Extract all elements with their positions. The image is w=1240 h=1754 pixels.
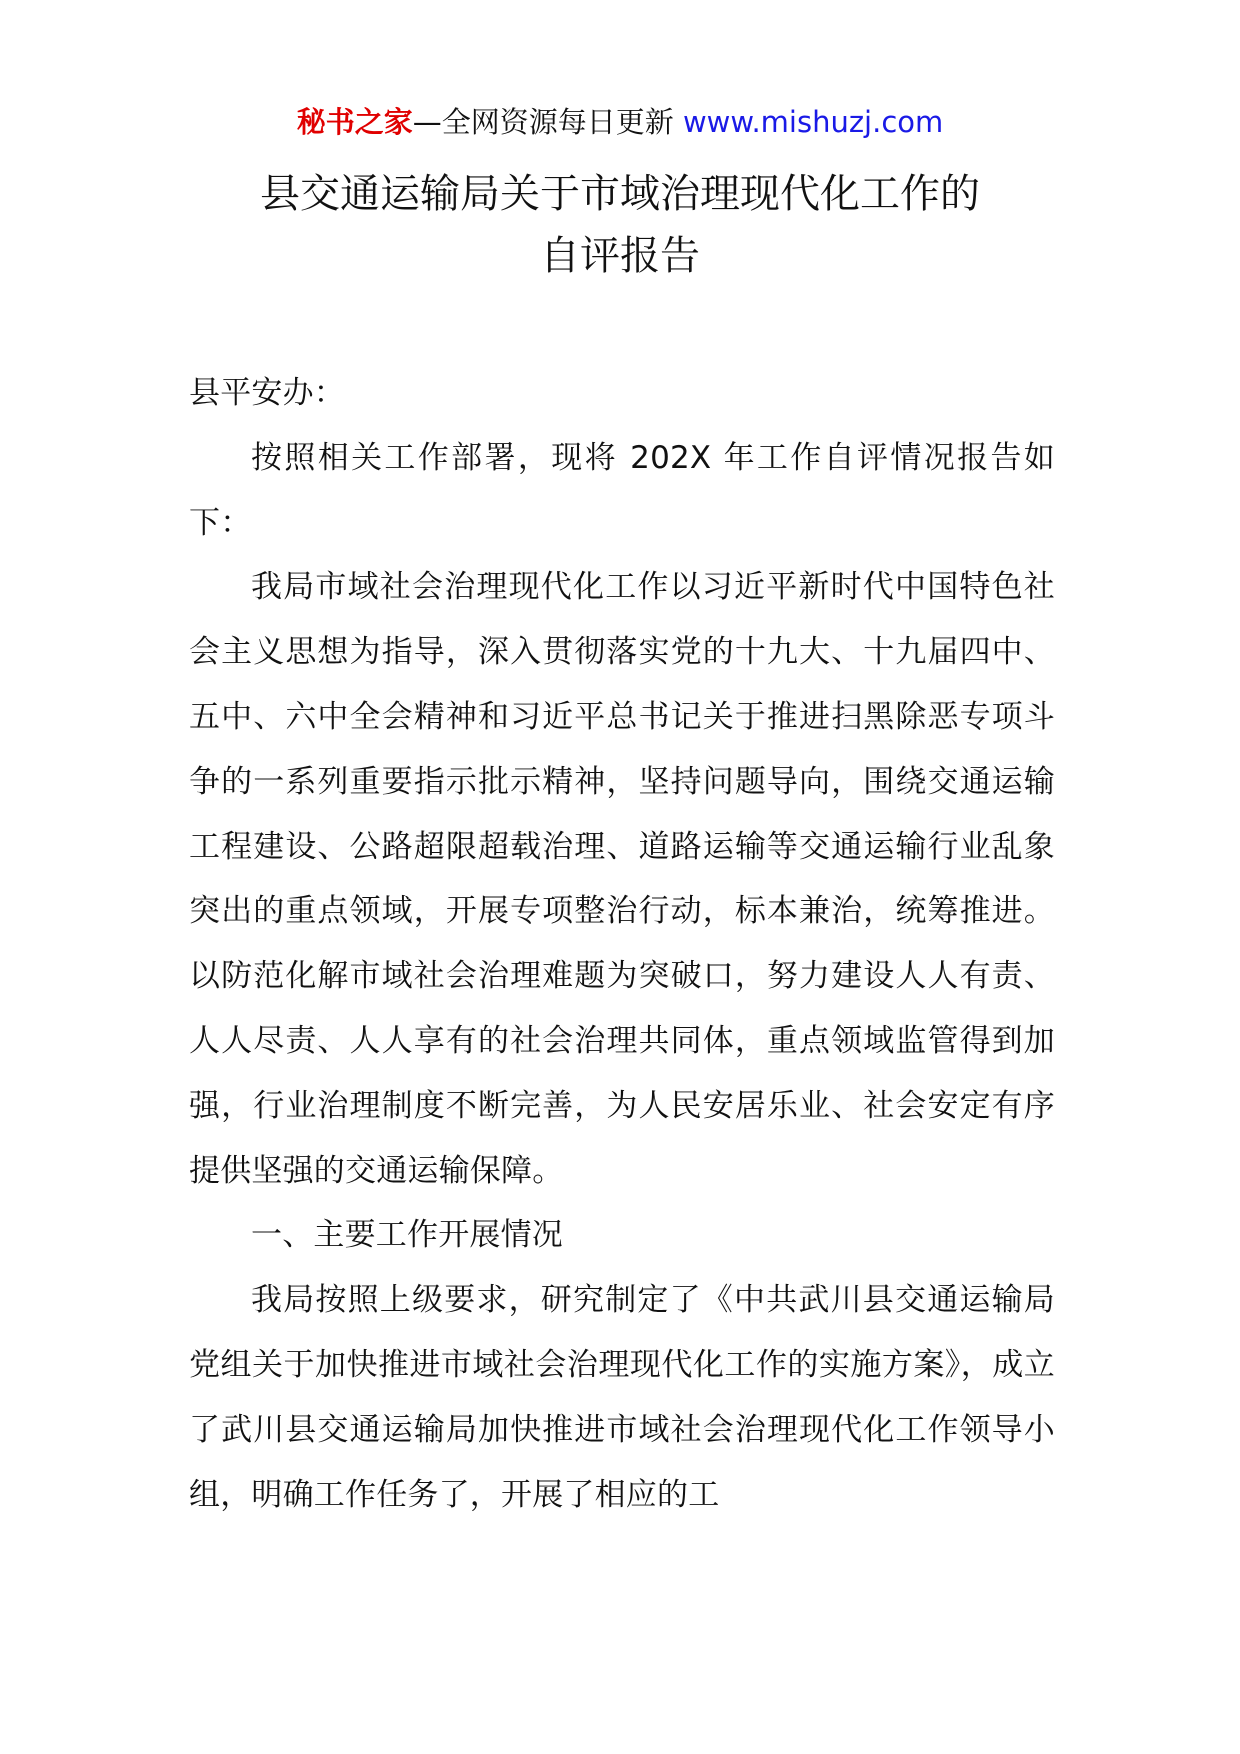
paragraph-work-progress: 我局按照上级要求，研究制定了《中共武川县交通运输局党组关于加快推进市域社会治理现代化工作的实施方案》，成立了武川县交通运输局加快推进市域社会治理现代化工作领导小组，明确工作任务了，开展了相应的工 bbox=[189, 1282, 1055, 1513]
paragraph-overview: 我局市域社会治理现代化工作以习近平新时代中国特色社会主义思想为指导，深入贯彻落实党的十九大、十九届四中、五中、六中全会精神和习近平总书记关于推进扫黑除恶专项斗争的一系列重要指示批示精神，坚持问题导向，围绕交通运输工程建设、公路超限超载治理、道路运输等交通运输行业乱象突出的重点领域，开展专项整治行动，标本兼治，统筹推进。以防范化解市域社会治理难题为突破口，努力建设人人有责、人人尽责、人人享有的社会治理共同体，重点领域监管得到加强，行业治理制度不断完善，为人民安居乐业、社会安定有序提供坚强的交通运输保障。 bbox=[189, 569, 1055, 1189]
brand-name: 秘书之家 bbox=[296, 105, 413, 139]
document-title-line-1: 县交通运输局关于市域治理现代化工作的 bbox=[260, 171, 980, 217]
document-body bbox=[189, 361, 1055, 1527]
salutation: 县平安办： bbox=[189, 375, 345, 411]
section-heading-1: 一、主要工作开展情况 bbox=[251, 1217, 563, 1254]
site-header bbox=[0, 102, 1240, 142]
paragraph-intro: 按照相关工作部署，现将 202X 年工作自评情况报告如下： bbox=[189, 439, 1055, 541]
site-url-link[interactable]: www.mishuzj.com bbox=[682, 105, 944, 139]
document-title-line-2: 自评报告 bbox=[540, 233, 700, 279]
header-slogan: —全网资源每日更新 bbox=[412, 105, 674, 139]
